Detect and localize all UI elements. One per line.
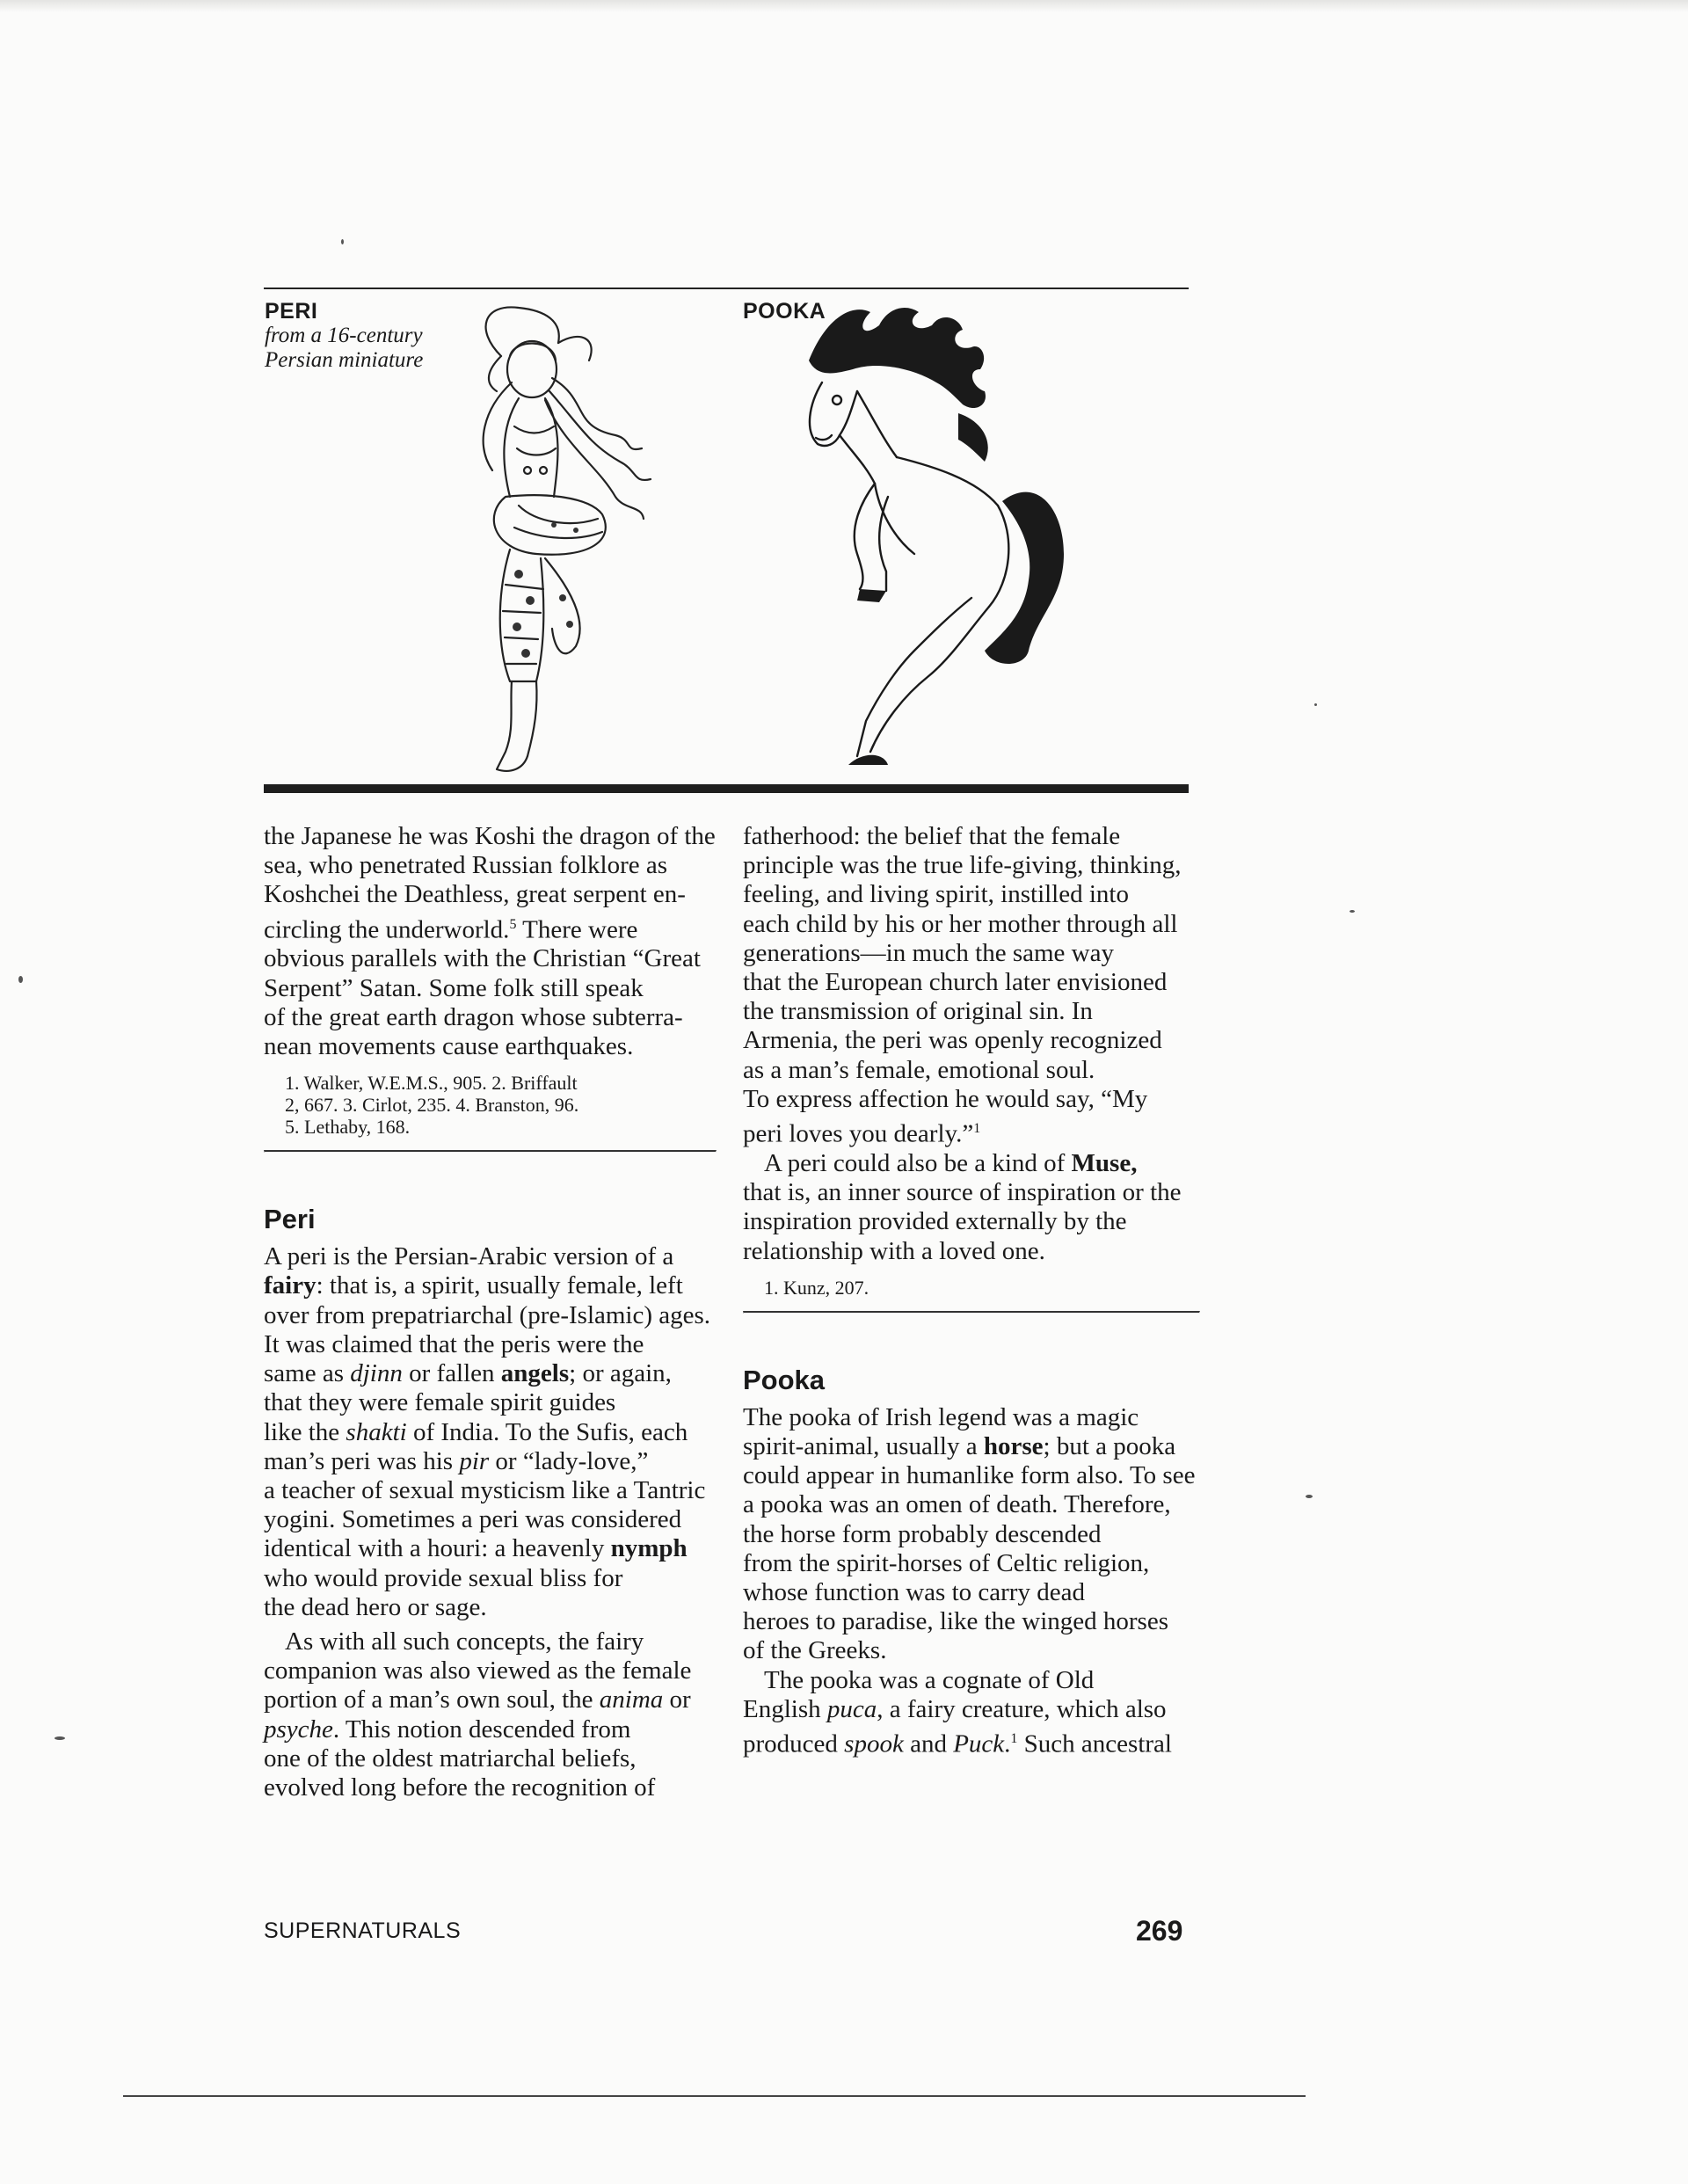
paragraph: A peri could also be a kind of Muse, that is, an inner source of inspiration or the inspiration provided externally by the relationship with a loved one. <box>743 1148 1182 1265</box>
heavy-rule <box>264 784 1189 793</box>
scan-speck <box>1314 703 1317 706</box>
scan-speck <box>18 976 23 983</box>
bottom-scan-rule <box>123 2095 1306 2097</box>
peri-illustration <box>413 295 677 787</box>
scan-speck <box>55 1736 65 1740</box>
paragraph: The pooka of Irish legend was a magic spirit-animal, usually a horse; but a pooka could appear in humanlike form also. To see a pooka was an omen of death. Therefore, the horse form probably descended from the spirit-horses of Celtic religion, whose function was to carry dead heroes to paradise, like the winged horses of the Greeks. <box>743 1402 1196 1665</box>
endnotes: 1. Kunz, 207. <box>764 1276 869 1299</box>
right-column <box>743 822 1200 1759</box>
scan-speck <box>341 239 344 244</box>
paragraph: The pooka was a cognate of Old English puca, a fairy creature, which also produced spook and Puck.$^1$ Such ancestral <box>743 1665 1172 1758</box>
scan-edge <box>0 0 1688 12</box>
endnotes: 1. Walker, W.E.M.S., 905. 2. Briffault 2, 667. 3. Cirlot, 235. 4. Branston, 96. 5. Lethaby, 168. <box>285 1072 579 1139</box>
figure-label-pooka: POOKA <box>743 299 826 324</box>
figure-caption-peri: from a 16-century Persian miniature <box>265 324 424 372</box>
paragraph: As with all such concepts, the fairy companion was also viewed as the female portion of a man’s own soul, the anima or psyche. This notion descended from one of the oldest matriarchal beliefs, evolved long before the recognition of <box>264 1627 692 1802</box>
running-footer-section: SUPERNATURALS <box>264 1918 462 1943</box>
scan-speck <box>1350 910 1355 913</box>
paragraph: fatherhood: the belief that the female principle was the true life-giving, thinking, feeling, and living spirit, instilled into each child by his or her mother through all generations—in much the same way that the European church later envisioned the transmission of original sin. In Armenia, the peri was openly recognized as a man’s female, emotional soul. To express affection he would say, “My peri loves you dearly.”$^1$ <box>743 822 1182 1148</box>
paragraph: the Japanese he was Koshi the dragon of the sea, who penetrated Russian folklore as Koshchei the Deathless, great serpent en- circling the underworld.$^5$ There were obvious parallels with the Christian “Great Serpent” Satan. Some folk still speak of the great earth dragon whose subterra- nean movements cause earthquakes. <box>264 822 716 1061</box>
top-rule <box>264 288 1189 289</box>
page-number: 269 <box>1136 1915 1183 1947</box>
section-heading-pooka: Pooka <box>743 1364 826 1395</box>
figure-label-peri: PERI <box>265 299 318 324</box>
pooka-illustration <box>774 299 1108 774</box>
scan-speck <box>1306 1495 1313 1498</box>
left-column <box>264 822 717 1802</box>
section-heading-peri: Peri <box>264 1204 316 1235</box>
paragraph: A peri is the Persian-Arabic version of a fairy: that is, a spirit, usually female, left over from prepatriarchal (pre-Islamic) ages. It was claimed that the peris were the same as djinn or fallen angels; or again, that they were female spirit guides like the shakti of India. To the Sufis, each man’s peri was his pir or “lady-love,” a teacher of sexual mysticism like a Tantric yogini. Sometimes a peri was considered identical with a houri: a heavenly nymph who would provide sexual bliss for the dead hero or sage. <box>264 1242 711 1621</box>
